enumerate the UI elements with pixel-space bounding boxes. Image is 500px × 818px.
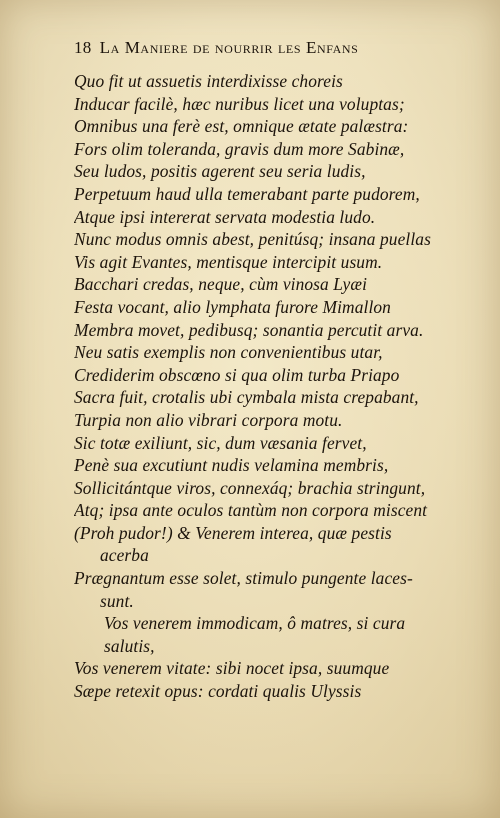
verse-line: Sic totæ exiliunt, sic, dum væsania fervet,: [74, 432, 367, 453]
verse-line: Omnibus una ferè est, omnique ætate palæstra:: [74, 116, 409, 137]
verse-line: salutis,: [104, 635, 155, 656]
verse-line: Neu satis exemplis non convenientibus utar,: [74, 342, 383, 363]
verse-line: Bacchari credas, neque, cùm vinosa Lyæi: [74, 274, 368, 295]
verse-line: Festa vocant, alio lymphata furore Mimallon: [74, 296, 391, 317]
verse-line: (Proh pudor!) & Venerem interea, quæ pestis: [74, 522, 392, 543]
running-header: [74, 38, 470, 66]
verse-line: Sæpe retexit opus: cordati qualis Ulyssis: [74, 681, 362, 702]
verse-line: Seu ludos, positis agerent seu seria ludis,: [74, 161, 366, 182]
verse-line: Atq; ipsa ante oculos tantùm non corpora miscent: [74, 500, 428, 521]
verse-line: Vos venerem vitate: sibi nocet ipsa, suumque: [74, 658, 390, 679]
verse-line: Perpetuum haud ulla temerabant parte pudorem,: [74, 183, 420, 204]
verse-line: acerba: [100, 545, 149, 566]
verse-line: Vis agit Evantes, mentisque intercipit usum.: [74, 251, 383, 272]
verse-line: Sollicitántque viros, connexáq; brachia stringunt,: [74, 477, 426, 498]
verse-line: sunt.: [100, 590, 134, 611]
running-title: La Maniere de nourrir les Enfans: [99, 38, 359, 57]
verse-line: Atque ipsi intererat servata modestia ludo.: [74, 206, 376, 227]
verse-line: Fors olim toleranda, gravis dum more Sabinæ,: [74, 138, 405, 159]
verse-line: Vos venerem immodicam, ô matres, si cura: [104, 613, 406, 634]
verse-line: Quo fit ut assuetis interdixisse choreis: [74, 71, 343, 91]
verse-line: Prægnantum esse solet, stimulo pungente laces-: [74, 568, 413, 589]
verse-line: Sacra fuit, crotalis ubi cymbala mista crepabant,: [74, 387, 419, 408]
verse-line: Turpia non alio vibrari corpora motu.: [74, 409, 343, 430]
verse-line: Penè sua excutiunt nudis velamina membris,: [74, 455, 389, 476]
verse-line: Crediderim obscœno si qua olim turba Priapo: [74, 364, 400, 385]
verse-line: Membra movet, pedibusq; sonantia percutit arva.: [74, 319, 424, 340]
verse-line: Nunc modus omnis abest, penitúsq; insana puellas: [74, 229, 431, 250]
page-number: 18: [74, 38, 92, 57]
verse-line: Inducar facilè, hæc nuribus licet una voluptas;: [74, 93, 405, 114]
verse-body: [74, 70, 484, 703]
